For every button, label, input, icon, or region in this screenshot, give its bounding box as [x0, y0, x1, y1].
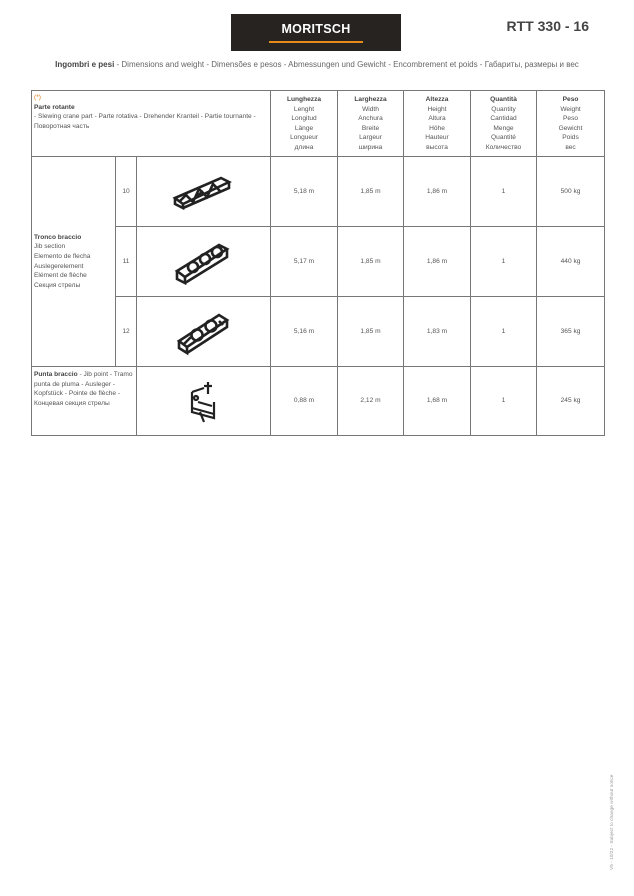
col-height-header: Altezza Height Altura Höhe Hauteur высота — [404, 91, 471, 157]
page-subtitle — [0, 60, 634, 69]
jib-section-label: Tronco braccio Jib section Elemento de flecha Auslegerelement Elément de flèche Секция стрелы — [32, 157, 116, 367]
brand-logo — [231, 14, 401, 51]
col-length-header: Lunghezza Lenght Longitud Länge Longueur длина — [271, 91, 338, 157]
row-number: 11 — [116, 227, 137, 297]
logo-underline — [269, 41, 363, 43]
table-row: Punta braccio - Jib point - Tramo punta de pluma - Ausleger - Kopfstück - Pointe de flèche - Концевая секция стрелы 0,88 m 2,12 m 1,68 m 1 245 kg — [32, 367, 605, 436]
table-header-row — [32, 91, 605, 157]
logo-text: MORITSCH — [281, 22, 351, 36]
dimensions-table — [31, 90, 605, 436]
col-quantity-header: Quantità Quantity Cantidad Menge Quantité Количество — [471, 91, 537, 157]
row-number: 10 — [116, 157, 137, 227]
table-row: 12 5,16 m 1,85 m 1,83 m 1 365 kg — [32, 297, 605, 367]
table-row: 11 5,17 m 1,85 m 1,86 m 1 440 kg — [32, 227, 605, 297]
row-number: 12 — [116, 297, 137, 367]
part-header — [32, 91, 271, 157]
model-title: RTT 330 - 16 — [506, 18, 589, 34]
jib-section-12-icon — [137, 297, 271, 367]
subtitle-bold: Ingombri e pesi — [55, 60, 115, 69]
part-header-bold: Parte rotante — [34, 103, 75, 111]
col-width-header: Larghezza Width Anchura Breite Largeur ширина — [338, 91, 404, 157]
side-note: V5 - 10/22 - Subject to change without notice — [610, 774, 615, 870]
jib-point-label: Punta braccio - Jib point - Tramo punta de pluma - Ausleger - Kopfstück - Pointe de flèche - Концевая секция стрелы — [32, 367, 137, 436]
footnote-star: (*) — [34, 94, 41, 101]
part-header-rest: - Slewing crane part - Parte rotativa - Drehender Kranteil - Partie tournante - Поворотная часть — [34, 113, 256, 130]
jib-section-10-icon — [137, 157, 271, 227]
table-row: Tronco braccio Jib section Elemento de flecha Auslegerelement Elément de flèche Секция стрелы 10 5,18 m 1,85 m 1,86 m 1 500 kg — [32, 157, 605, 227]
jib-section-11-icon — [137, 227, 271, 297]
subtitle-rest: - Dimensions and weight - Dimensões e pesos - Abmessungen und Gewicht - Encombrement et poids - Габариты, размеры и вес — [114, 60, 579, 69]
jib-point-icon — [137, 367, 271, 436]
col-weight-header: Peso Weight Peso Gewicht Poids вес — [537, 91, 605, 157]
